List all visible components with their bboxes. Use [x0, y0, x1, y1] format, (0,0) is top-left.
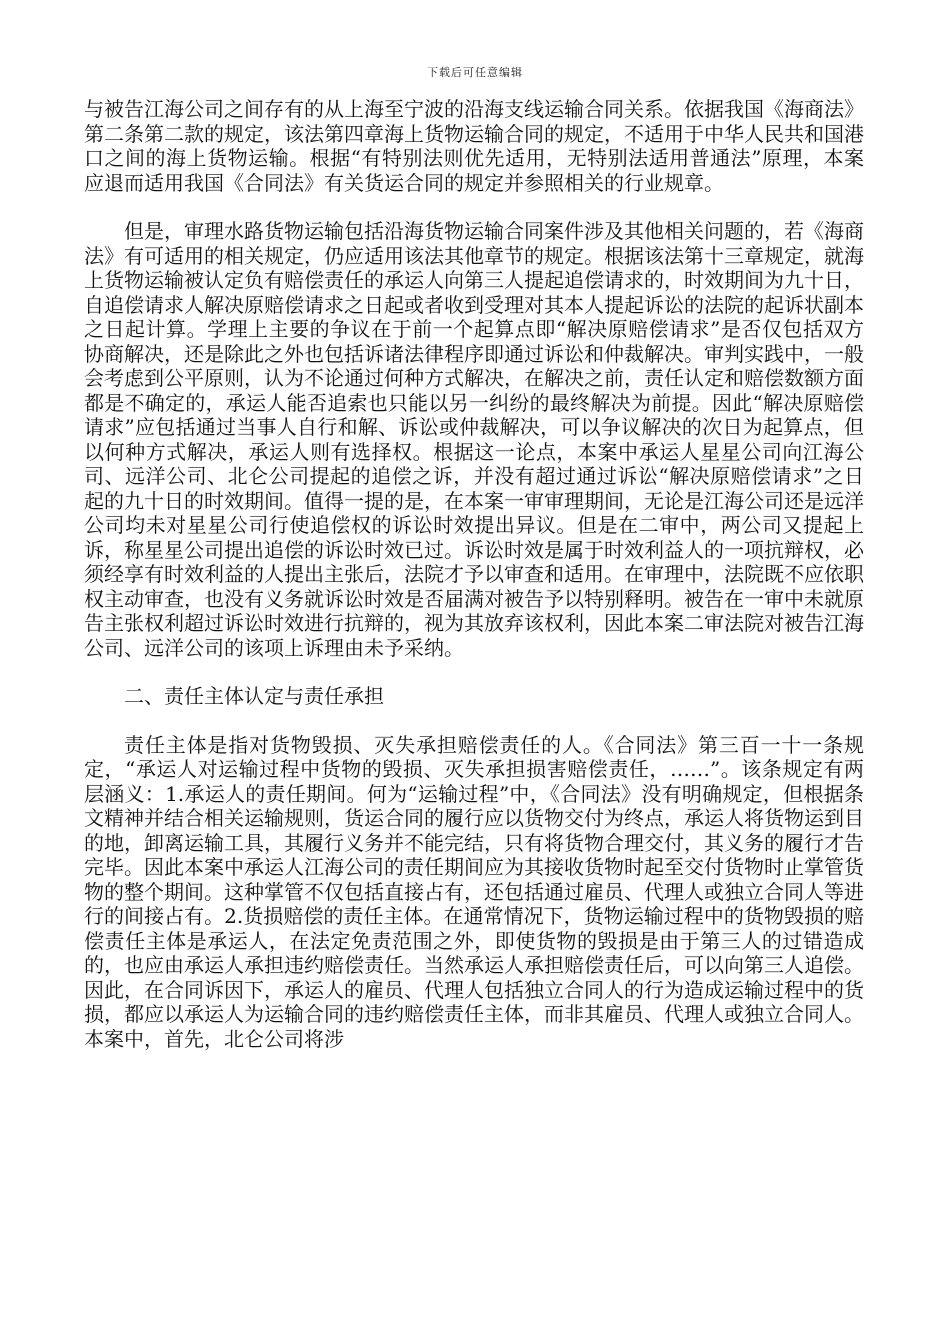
paragraph-continuation: 与被告江海公司之间存有的从上海至宁波的沿海支线运输合同关系。依据我国《海商法》第二条第二款的规定，该法第四章海上货物运输合同的规定，不适用于中华人民共和国港口之间的海上货物运输。根据“有特别法则优先适用，无特别法适用普通法”原理，本案应退而适用我国《合同法》有关货运合同的规定并参照相关的行业规章。	[84, 97, 864, 195]
document-body	[84, 97, 864, 1051]
paragraph-gap	[84, 660, 864, 684]
paragraph-limitation-period: 但是，审理水路货物运输包括沿海货物运输合同案件涉及其他相关问题的，若《海商法》有可适用的相关规定，仍应适用该法其他章节的规定。根据该法第十三章规定，就海上货物运输被认定负有赔偿责任的承运人向第三人提起追偿请求的，时效期间为九十日，自追偿请求人解决原赔偿请求之日起或者收到受理对其本人提起诉讼的法院的起诉状副本之日起计算。学理上主要的争议在于前一个起算点即“解决原赔偿请求”是否仅包括双方协商解决，还是除此之外也包括诉诸法律程序即通过诉讼和仲裁解决。审判实践中，一般会考虑到公平原则，认为不论通过何种方式解决，在解决之前，责任认定和赔偿数额方面都是不确定的，承运人能否追索也只能以另一纠纷的最终解决为前提。因此“解决原赔偿请求”应包括通过当事人自行和解、诉讼或仲裁解决，可以争议解决的次日为起算点，但以何种方式解决，承运人则有选择权。根据这一论点，本案中承运人星星公司向江海公司、远洋公司、北仑公司提起的追偿之诉，并没有超过通过诉讼“解决原赔偿请求”之日起的九十日的时效期间。值得一提的是，在本案一审审理期间，无论是江海公司还是远洋公司均未对星星公司行使追偿权的诉讼时效提出异议。但是在二审中，两公司又提起上诉，称星星公司提出追偿的诉讼时效已过。诉讼时效是属于时效利益人的一项抗辩权，必须经享有时效利益的人提出主张后，法院才予以审查和适用。在审理中，法院既不应依职权主动审查，也没有义务就诉讼时效是否届满对被告予以特别释明。被告在一审中未就原告主张权利超过诉讼时效进行抗辩的，视为其放弃该权利，因此本案二审法院对被告江海公司、远洋公司的该项上诉理由未予采纳。	[84, 219, 864, 660]
paragraph-liability-subject: 责任主体是指对货物毁损、灭失承担赔偿责任的人。《合同法》第三百一十一条规定，“承运人对运输过程中货物的毁损、灭失承担损害赔偿责任，……”。该条规定有两层涵义：1.承运人的责任期间。何为“运输过程”中，《合同法》没有明确规定，但根据条文精神并结合相关运输规则，货运合同的履行应以货物交付为终点，承运人将货物运到目的地，卸离运输工具，其履行义务并不能完结，只有将货物合理交付，其义务的履行才告完毕。因此本案中承运人江海公司的责任期间应为其接收货物时起至交付货物时止掌管货物的整个期间。这种掌管不仅包括直接占有，还包括通过雇员、代理人或独立合同人等进行的间接占有。2.货损赔偿的责任主体。在通常情况下，货物运输过程中的货物毁损的赔偿责任主体是承运人，在法定免责范围之外，即使货物的毁损是由于第三人的过错造成的，也应由承运人承担违约赔偿责任。当然承运人承担赔偿责任后，可以向第三人追偿。因此，在合同诉因下，承运人的雇员、代理人包括独立合同人的行为造成运输过程中的货损，都应以承运人为运输合同的违约赔偿责任主体，而非其雇员、代理人或独立合同人。本案中，首先，北仑公司将涉	[84, 732, 864, 1051]
paragraph-gap	[84, 709, 864, 733]
section-heading: 二、责任主体认定与责任承担	[124, 684, 384, 708]
page-header: 下载后可任意编辑	[427, 66, 523, 79]
paragraph-gap	[84, 195, 864, 219]
